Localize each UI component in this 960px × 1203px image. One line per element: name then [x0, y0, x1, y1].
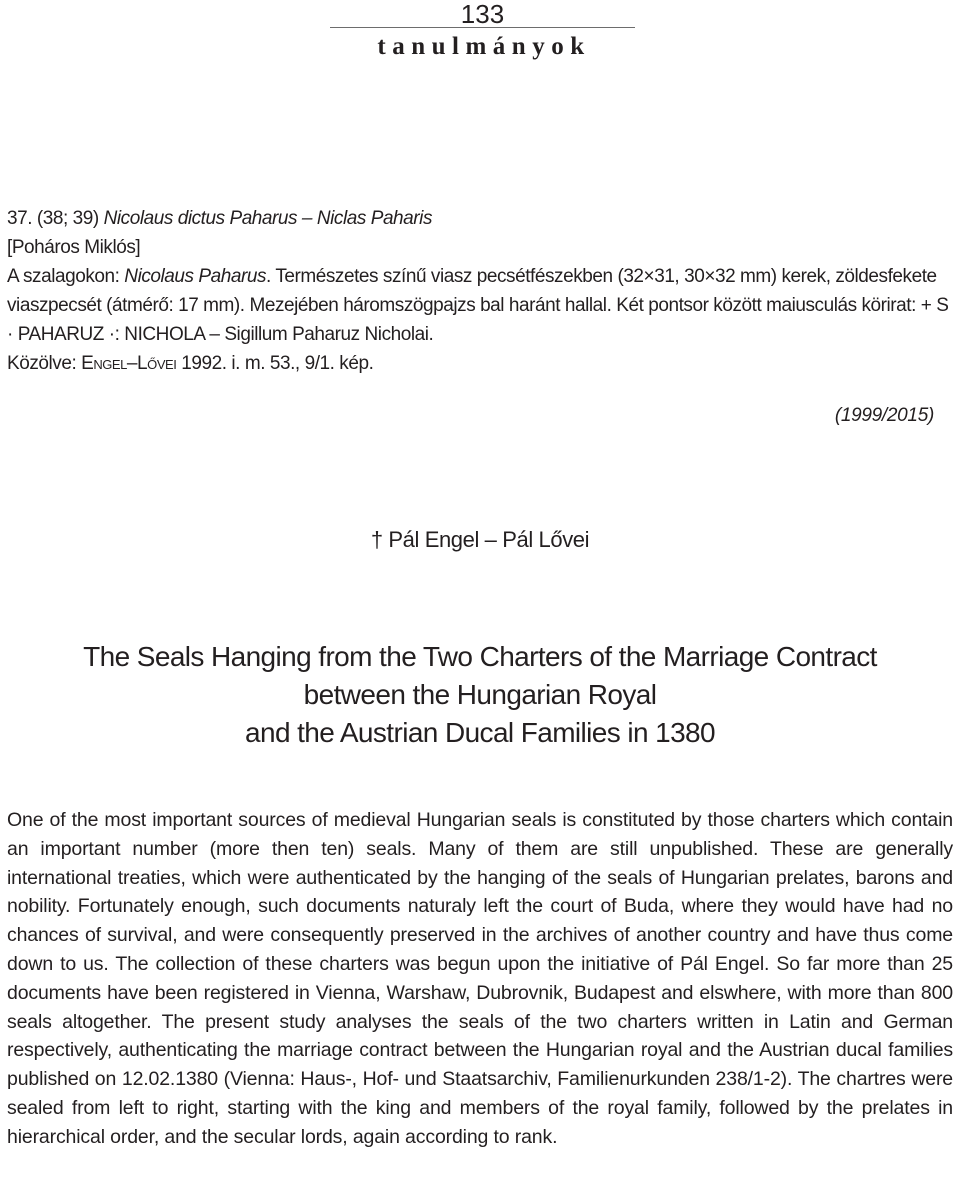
entry-publication: Közölve: Engel–Lővei 1992. i. m. 53., 9/1. kép.: [7, 353, 374, 374]
entry-heading: [7, 204, 953, 233]
article-abstract: [7, 806, 953, 1152]
article-title: [0, 638, 960, 752]
article-title-line: The Seals Hanging from the Two Charters of the Marriage Contract: [83, 641, 877, 672]
entry-publication-authors: Engel–Lővei: [81, 353, 177, 374]
article-authors: † Pál Engel – Pál Lővei: [370, 527, 590, 552]
entry-date: (1999/2015): [834, 405, 934, 426]
entry-ribbon-name: Nicolaus Paharus: [124, 266, 267, 287]
entry-seal-owner: Nicolaus dictus Paharus – Niclas Paharis: [103, 208, 432, 229]
running-header: [330, 0, 635, 62]
article-title-line: between the Hungarian Royal: [303, 679, 657, 710]
article-title-line: and the Austrian Ducal Families in 1380: [245, 717, 715, 748]
section-title: tanulmányok: [377, 33, 591, 60]
abstract-text: One of the most important sources of medieval Hungarian seals is constituted by those charters which contain an important number (more then ten) seals. Many of them are still unpublished. These are generally international treaties, which were authenticated by the hanging of the seals of Hungarian prelates, barons and nobility. Fortunately enough, such documents naturaly left the court of Buda, where they would have had no chances of survival, and were consequently preserved in the archives of another country and have thus come down to us. The collection of these charters was begun upon the initiative of Pál Engel. So far more than 25 documents have been registered in Vienna, Warshaw, Dubrovnik, Budapest and elswhere, with more than 800 seals altogether. The present study analyses the seals of the two charters written in Latin and German respectively, authenticating the marriage contract between the Hungarian royal and the Austrian ducal families published on 12.02.1380 (Vienna: Haus-, Hof- und Staatsarchiv, Familienurkunden 238/1-2). The chartres were sealed from left to right, starting with the king and members of the royal family, followed by the prelates in hierarchical order, and the secular lords, again according to rank.: [7, 809, 953, 1148]
entry-hungarian-name: [Poháros Miklós]: [7, 237, 141, 258]
entry-number: 37. (38; 39): [7, 208, 104, 229]
seal-catalogue-entry: [7, 204, 953, 378]
page-number: 133: [460, 0, 505, 29]
entry-description: A szalagokon: Nicolaus Paharus. Természetes színű viasz pecsétfészekben (32×31, 30×32 mm) kerek, zöldesfekete viaszpecsét (átmérő: 17 mm). Mezejében háromszögpajzs bal haránt hallal. Két pontsor között maiusculás körirat: + S · PAHARUZ ·: NICHOLA – Sigillum Paharuz Nicholai.: [7, 266, 949, 345]
